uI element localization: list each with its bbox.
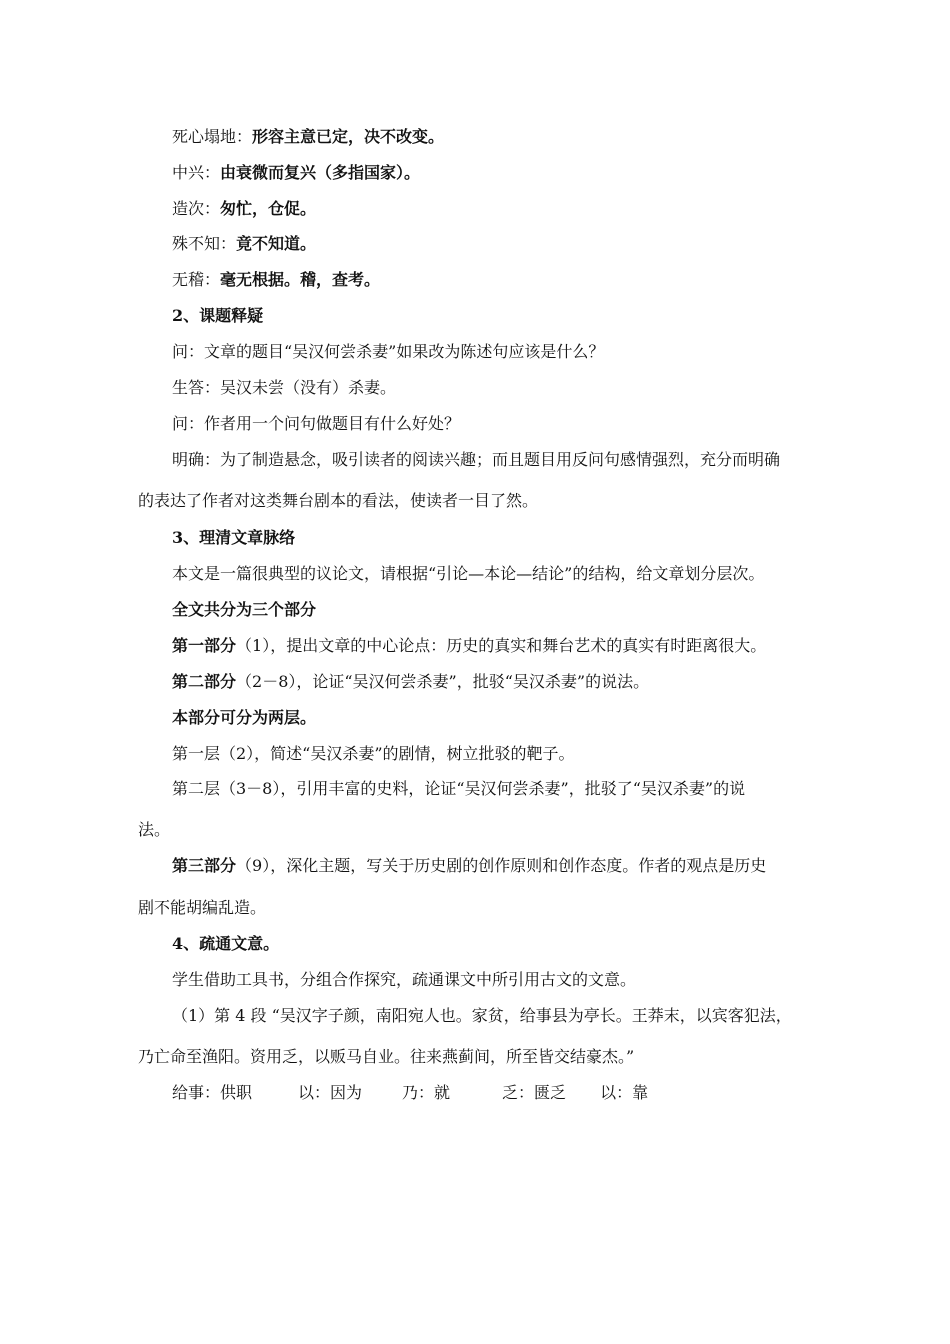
question-text: 问：文章的题目“吴汉何尝杀妻”如果改为陈述句应该是什么？ bbox=[172, 342, 605, 361]
gloss-row bbox=[172, 1082, 648, 1104]
quote-text: 乃亡命至渔阳。资用乏，以贩马自业。往来燕蓟间，所至皆交结豪杰。” bbox=[138, 1047, 635, 1066]
part-item bbox=[172, 855, 766, 877]
paragraph-text: 本文是一篇很典型的议论文，请根据“引论—本论—结论”的结构，给文章划分层次。 bbox=[172, 564, 765, 583]
vocab-definition: 由衰微而复兴（多指国家）。 bbox=[220, 163, 421, 182]
vocab-term: 无稽： bbox=[172, 270, 221, 289]
vocab-item bbox=[172, 198, 316, 220]
vocab-item bbox=[172, 269, 380, 291]
answer-text: 的表达了作者对这类舞台剧本的看法，使读者一目了然。 bbox=[138, 491, 539, 510]
part-text: （1），提出文章的中心论点：历史的真实和舞台艺术的真实有时距离很大。 bbox=[236, 636, 767, 655]
section-heading: 3、理清文章脉络 bbox=[172, 528, 296, 547]
gloss-item: 给事：供职 bbox=[172, 1083, 253, 1102]
layer-text: 第二层（3－8），引用丰富的史料，论证“吴汉何尝杀妻”，批驳了“吴汉杀妻”的说 bbox=[172, 779, 746, 798]
section-heading: 2、课题释疑 bbox=[172, 306, 264, 325]
vocab-definition: 形容主意已定，决不改变。 bbox=[252, 127, 445, 146]
vocab-term: 死心塌地： bbox=[172, 127, 253, 146]
gloss-item: 乃：就 bbox=[402, 1083, 451, 1102]
answer-text: 生答：吴汉未尝（没有）杀妻。 bbox=[172, 378, 397, 397]
gloss-item: 以：因为 bbox=[298, 1083, 363, 1102]
vocab-term: 中兴： bbox=[172, 163, 221, 182]
vocab-term: 造次： bbox=[172, 199, 221, 218]
part-label: 第三部分 bbox=[172, 856, 237, 875]
paragraph-text: 本部分可分为两层。 bbox=[172, 708, 317, 727]
layer-text: 第一层（2），简述“吴汉杀妻”的剧情，树立批驳的靶子。 bbox=[172, 744, 575, 763]
question-text: 问：作者用一个问句做题目有什么好处？ bbox=[172, 414, 461, 433]
part-text: （9），深化主题，写关于历史剧的创作原则和创作态度。作者的观点是历史 bbox=[236, 856, 767, 875]
vocab-item bbox=[172, 162, 420, 184]
part-label: 第一部分 bbox=[172, 636, 237, 655]
part-text: 剧不能胡编乱造。 bbox=[138, 898, 267, 917]
paragraph-text: 学生借助工具书，分组合作探究，疏通课文中所引用古文的文意。 bbox=[172, 970, 637, 989]
part-item bbox=[172, 635, 766, 657]
paragraph-text: 全文共分为三个部分 bbox=[172, 600, 317, 619]
gloss-item: 以：靠 bbox=[600, 1083, 649, 1102]
vocab-definition: 匆忙，仓促。 bbox=[220, 199, 317, 218]
vocab-item bbox=[172, 126, 444, 148]
section-heading: 4、疏通文意。 bbox=[172, 934, 280, 953]
answer-text: 明确：为了制造悬念，吸引读者的阅读兴趣；而且题目用反问句感情强烈，充分而明确 bbox=[172, 450, 781, 469]
gloss-item: 乏：匮乏 bbox=[502, 1083, 567, 1102]
vocab-definition: 竟不知道。 bbox=[236, 234, 317, 253]
quote-text: （1）第 4 段 “吴汉字子颜，南阳宛人也。家贫，给事县为亭长。王莽末，以宾客犯法， bbox=[172, 1006, 792, 1025]
layer-text: 法。 bbox=[138, 820, 171, 839]
part-item bbox=[172, 671, 649, 693]
part-text: （2－8），论证“吴汉何尝杀妻”，批驳“吴汉杀妻”的说法。 bbox=[236, 672, 650, 691]
vocab-term: 殊不知： bbox=[172, 234, 237, 253]
vocab-item bbox=[172, 233, 316, 255]
vocab-definition: 毫无根据。稽，查考。 bbox=[220, 270, 381, 289]
part-label: 第二部分 bbox=[172, 672, 237, 691]
